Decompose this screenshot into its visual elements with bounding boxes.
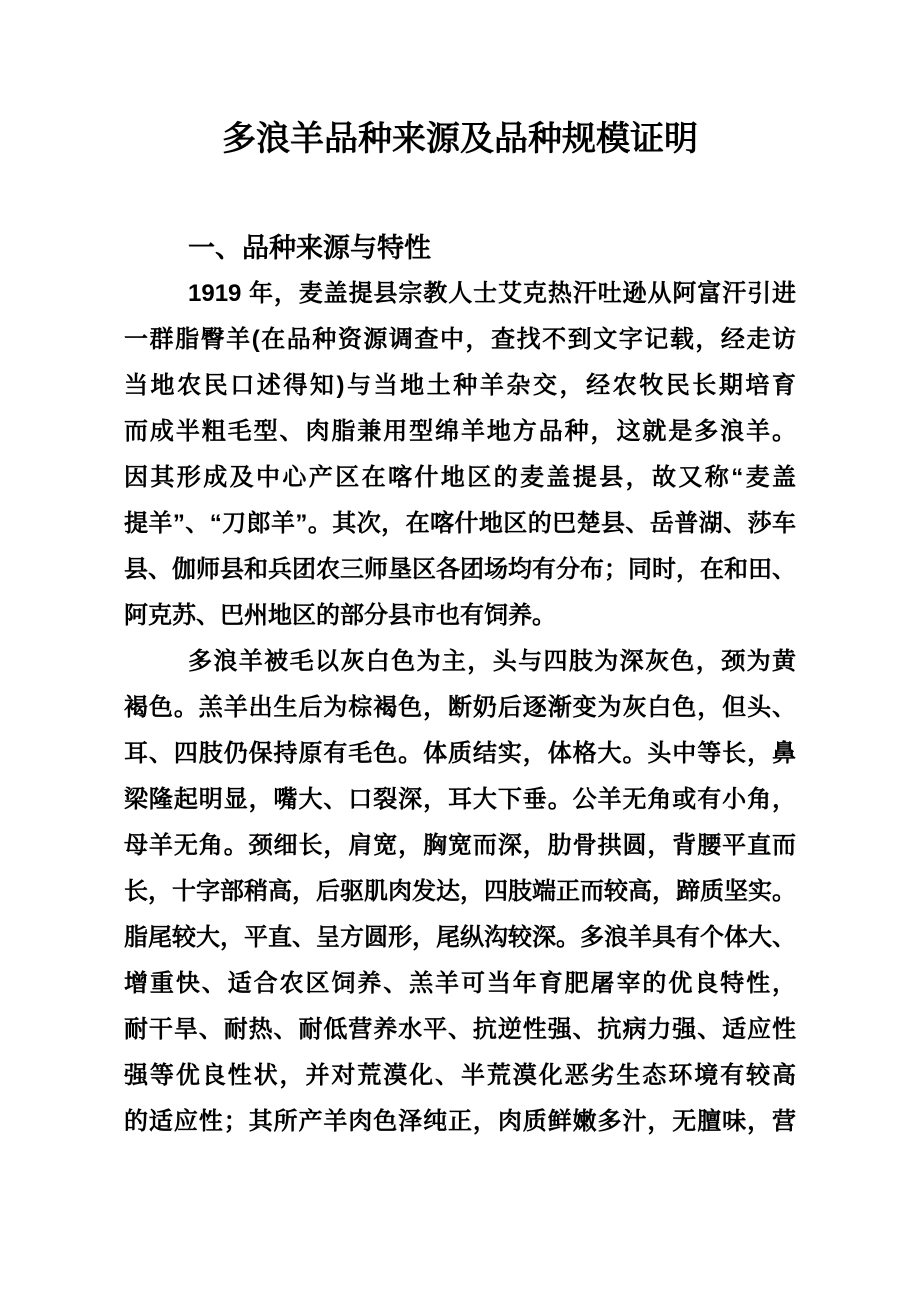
text-line: 长，十字部稍高，后驱肌肉发达，四肢端正而较高，蹄质坚实。 <box>124 878 796 905</box>
text-line: 褐色。羔羊出生后为棕褐色，断奶后逐渐变为灰白色，但头、 <box>124 694 796 721</box>
text-line: 当地农民口述得知)与当地土种羊杂交，经农牧民长期培育 <box>124 372 796 399</box>
text-line: 阿克苏、巴州地区的部分县市也有饲养。 <box>124 602 556 629</box>
text-line: 县、伽师县和兵团农三师垦区各团场均有分布；同时，在和田、 <box>124 556 796 583</box>
text-line: 梁隆起明显，嘴大、口裂深，耳大下垂。公羊无角或有小角， <box>124 786 796 813</box>
text-line: 提羊”、“刀郎羊”。其次，在喀什地区的巴楚县、岳普湖、莎车 <box>124 510 796 537</box>
paragraph <box>124 639 796 1145</box>
paragraph <box>124 271 796 639</box>
text-line: 耐干旱、耐热、耐低营养水平、抗逆性强、抗病力强、适应性 <box>124 1016 796 1043</box>
text-line: 而成半粗毛型、肉脂兼用型绵羊地方品种，这就是多浪羊。 <box>124 418 796 445</box>
text-line: 的适应性；其所产羊肉色泽纯正，肉质鲜嫩多汁，无膻味，营 <box>124 1108 796 1135</box>
text-line: 多浪羊被毛以灰白色为主，头与四肢为深灰色，颈为黄 <box>188 648 796 675</box>
text-line: 一群脂臀羊(在品种资源调查中，查找不到文字记载，经走访 <box>124 326 796 353</box>
document-title: 多浪羊品种来源及品种规模证明 <box>222 121 698 158</box>
text-line: 耳、四肢仍保持原有毛色。体质结实，体格大。头中等长，鼻 <box>124 740 796 767</box>
text-line: 脂尾较大，平直、呈方圆形，尾纵沟较深。多浪羊具有个体大、 <box>124 924 796 951</box>
section-heading: 一、品种来源与特性 <box>188 233 431 263</box>
text-line: 因其形成及中心产区在喀什地区的麦盖提县，故又称“麦盖 <box>124 464 796 491</box>
text-line: 1919 年，麦盖提县宗教人士艾克热汗吐逊从阿富汗引进 <box>188 280 796 307</box>
text-line: 强等优良性状，并对荒漠化、半荒漠化恶劣生态环境有较高 <box>124 1062 796 1089</box>
text-line: 增重快、适合农区饲养、羔羊可当年育肥屠宰的优良特性， <box>124 970 796 997</box>
document-body <box>124 271 796 1145</box>
text-column <box>124 0 796 1145</box>
text-line: 母羊无角。颈细长，肩宽，胸宽而深，肋骨拱圆，背腰平直而 <box>124 832 796 859</box>
